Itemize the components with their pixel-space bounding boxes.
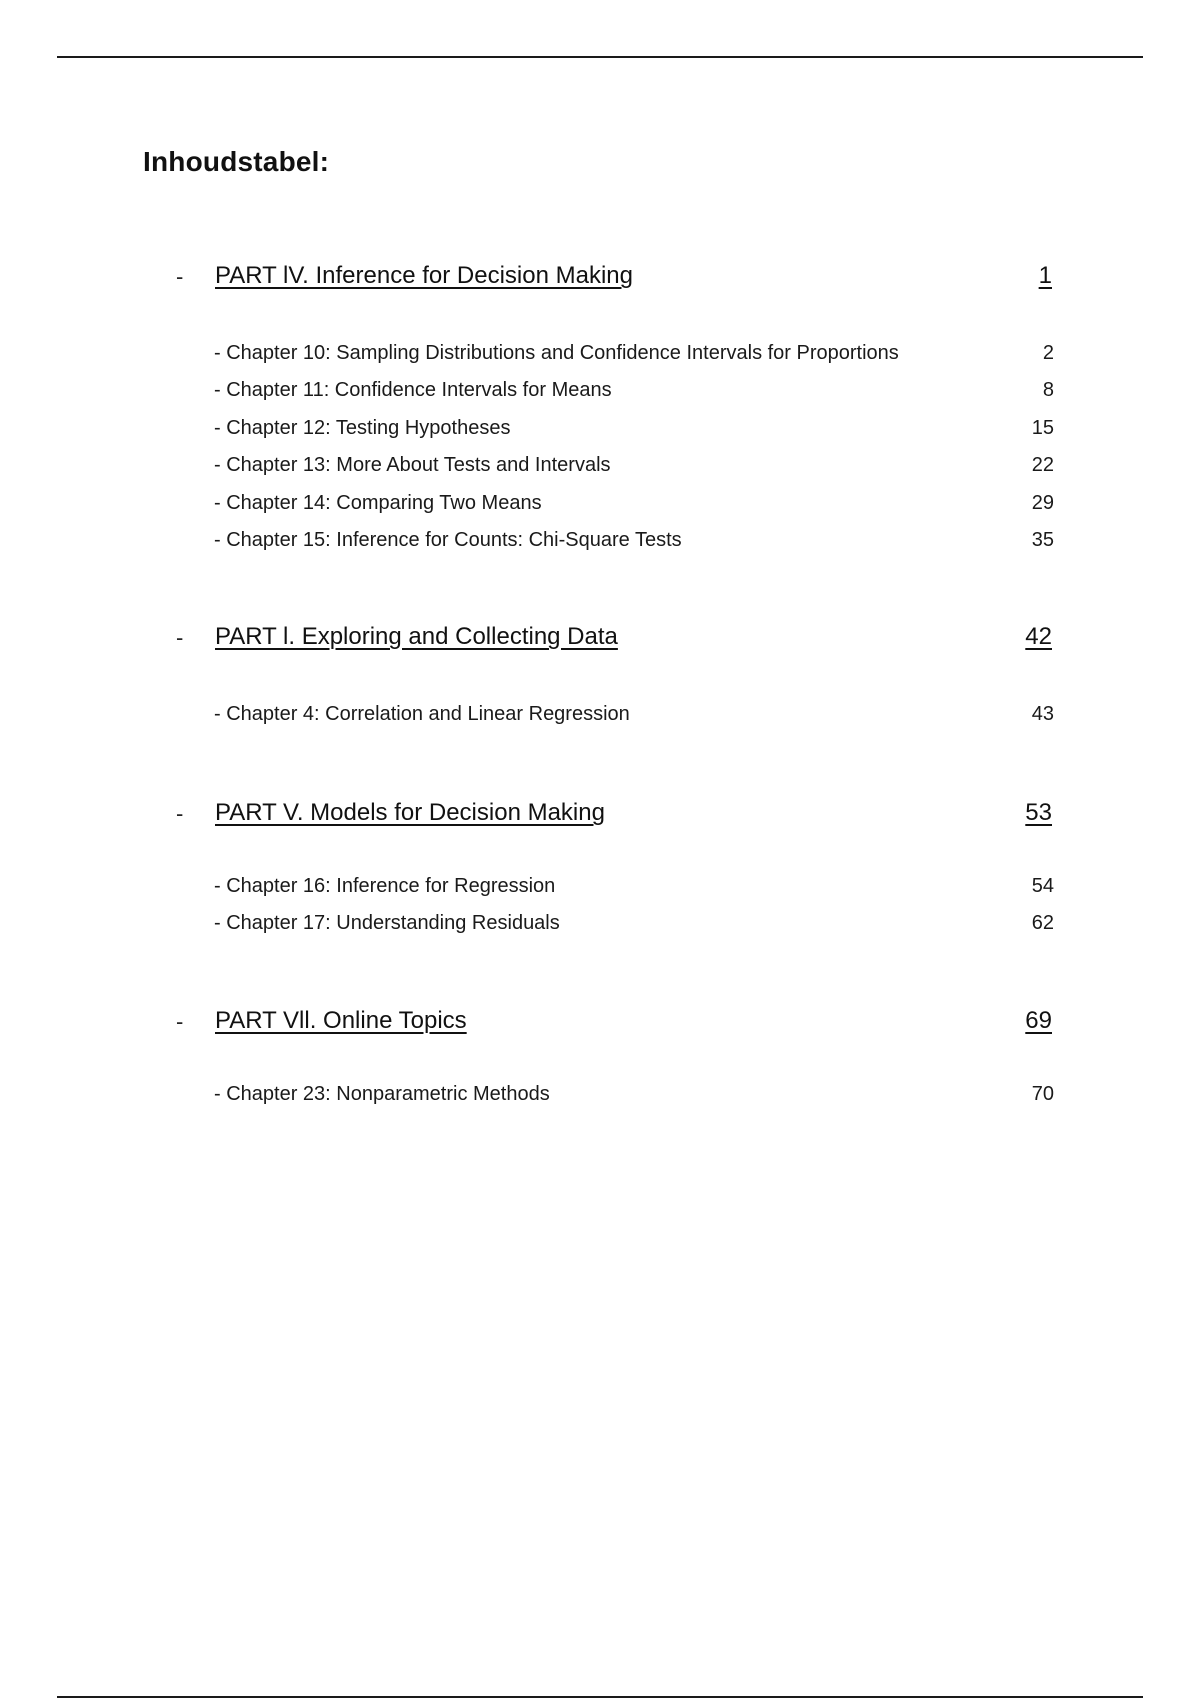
toc-chapter-entry[interactable] [214, 454, 1054, 480]
chapter-title: - Chapter 23: Nonparametric Methods [214, 1083, 550, 1105]
toc-chapter-entry[interactable] [214, 1083, 1054, 1109]
chapter-title: - Chapter 11: Confidence Intervals for Means [214, 379, 612, 401]
chapter-page-number: 35 [1031, 529, 1054, 551]
footer-rule [57, 1696, 1143, 1698]
chapter-title: - Chapter 14: Comparing Two Means [214, 492, 542, 514]
toc-chapter-entry[interactable] [214, 492, 1054, 518]
toc-chapter-entry[interactable] [214, 703, 1054, 729]
toc-chapter-entry[interactable] [214, 342, 1054, 368]
toc-chapter-entry[interactable] [214, 912, 1054, 938]
toc-part-entry[interactable] [176, 1007, 1052, 1041]
part-title-link[interactable]: PART l. Exploring and Collecting Data [215, 623, 618, 650]
chapter-page-number: 70 [1031, 1083, 1054, 1105]
part-bullet: - [176, 264, 184, 289]
part-bullet: - [176, 801, 184, 826]
toc-part-entry[interactable] [176, 799, 1052, 833]
part-page-number[interactable]: 1 [1038, 262, 1052, 289]
chapter-title: - Chapter 12: Testing Hypotheses [214, 417, 511, 439]
part-bullet: - [176, 625, 184, 650]
chapter-title: - Chapter 13: More About Tests and Intervals [214, 454, 611, 476]
chapter-page-number: 62 [1031, 912, 1054, 934]
toc-part-entry[interactable] [176, 623, 1052, 657]
chapter-page-number: 15 [1031, 417, 1054, 439]
toc-title: Inhoudstabel: [143, 146, 330, 177]
chapter-page-number: 8 [1042, 379, 1054, 401]
toc-chapter-entry[interactable] [214, 529, 1054, 555]
part-page-number[interactable]: 53 [1025, 799, 1052, 826]
header-rule [57, 56, 1143, 58]
chapter-title: - Chapter 10: Sampling Distributions and Confidence Intervals for Proportions [214, 342, 899, 364]
chapter-page-number: 2 [1042, 342, 1054, 364]
chapter-title: - Chapter 16: Inference for Regression [214, 875, 556, 897]
part-title-link[interactable]: PART V. Models for Decision Making [215, 799, 605, 826]
part-page-number[interactable]: 69 [1025, 1007, 1052, 1034]
toc-chapter-entry[interactable] [214, 875, 1054, 901]
chapter-page-number: 43 [1031, 703, 1054, 725]
part-title-link[interactable]: PART Vll. Online Topics [215, 1007, 467, 1034]
toc-part-entry[interactable] [176, 262, 1052, 296]
chapter-title: - Chapter 4: Correlation and Linear Regression [214, 703, 630, 725]
toc-chapter-entry[interactable] [214, 379, 1054, 405]
part-title-link[interactable]: PART lV. Inference for Decision Making [215, 262, 633, 289]
toc-chapter-entry[interactable] [214, 417, 1054, 443]
part-bullet: - [176, 1009, 184, 1034]
chapter-title: - Chapter 17: Understanding Residuals [214, 912, 560, 934]
chapter-page-number: 54 [1031, 875, 1054, 897]
part-page-number[interactable]: 42 [1025, 623, 1052, 650]
chapter-page-number: 22 [1031, 454, 1054, 476]
chapter-title: - Chapter 15: Inference for Counts: Chi-Square Tests [214, 529, 682, 551]
chapter-page-number: 29 [1031, 492, 1054, 514]
